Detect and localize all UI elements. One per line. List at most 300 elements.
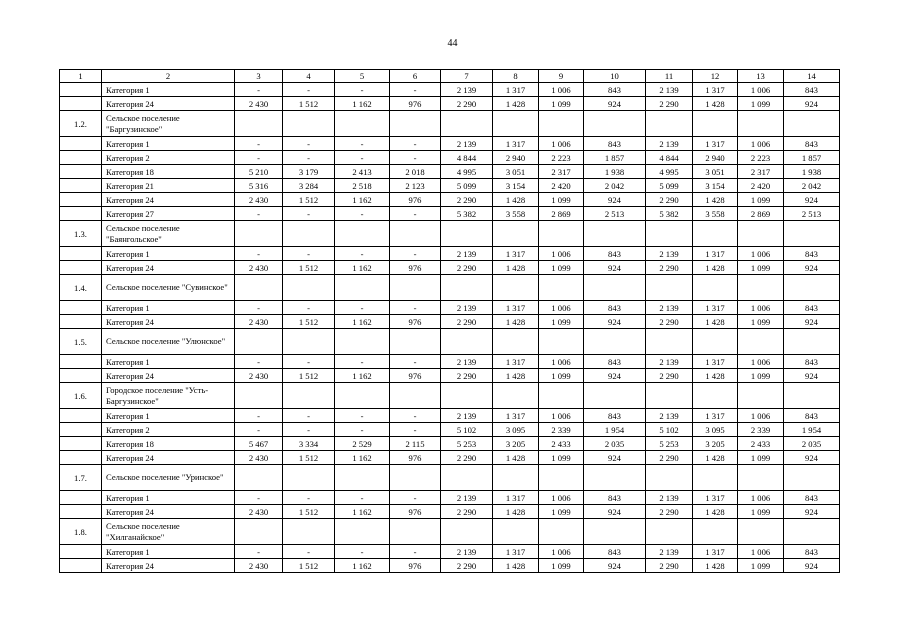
value-cell: 2 430: [235, 369, 283, 383]
value-cell: [539, 221, 584, 247]
table-row: [60, 559, 840, 573]
value-cell: -: [235, 355, 283, 369]
row-number: 1.5.: [60, 329, 102, 355]
value-cell: 924: [784, 559, 840, 573]
value-cell: [235, 111, 283, 137]
value-cell: 1 099: [738, 315, 784, 329]
row-number: [60, 545, 102, 559]
value-cell: [539, 465, 584, 491]
value-cell: 1 099: [539, 261, 584, 275]
row-number: [60, 355, 102, 369]
value-cell: -: [335, 247, 390, 261]
value-cell: 1 857: [784, 151, 840, 165]
value-cell: 5 210: [235, 165, 283, 179]
row-name: Категория 24: [102, 97, 235, 111]
value-cell: 2 433: [738, 437, 784, 451]
header-cell: 12: [693, 70, 738, 83]
value-cell: [441, 465, 493, 491]
row-name: Сельское поселение "Улюнское": [102, 329, 235, 355]
value-cell: 1 428: [493, 193, 539, 207]
row-number: [60, 151, 102, 165]
table-row: [60, 165, 840, 179]
value-cell: 1 162: [335, 193, 390, 207]
row-name: Городское поселение "Усть-Баргузинское": [102, 383, 235, 409]
value-cell: 2 513: [784, 207, 840, 221]
table-row: [60, 545, 840, 559]
section-row: [60, 383, 840, 409]
value-cell: [584, 111, 646, 137]
row-name: Категория 1: [102, 409, 235, 423]
value-cell: 2 139: [646, 137, 693, 151]
value-cell: -: [283, 207, 335, 221]
value-cell: 2 940: [493, 151, 539, 165]
value-cell: [390, 329, 441, 355]
value-cell: [493, 111, 539, 137]
row-number: [60, 559, 102, 573]
value-cell: 2 339: [539, 423, 584, 437]
value-cell: -: [335, 137, 390, 151]
value-cell: [646, 275, 693, 301]
row-name: Категория 21: [102, 179, 235, 193]
value-cell: [539, 275, 584, 301]
value-cell: 924: [584, 315, 646, 329]
row-name: Категория 24: [102, 451, 235, 465]
value-cell: -: [390, 247, 441, 261]
table-row: [60, 451, 840, 465]
table-row: [60, 437, 840, 451]
table-row: [60, 301, 840, 315]
value-cell: [390, 465, 441, 491]
value-cell: 2 290: [441, 369, 493, 383]
value-cell: 2 139: [646, 301, 693, 315]
value-cell: 2 042: [584, 179, 646, 193]
row-number: 1.3.: [60, 221, 102, 247]
value-cell: -: [235, 491, 283, 505]
value-cell: [235, 383, 283, 409]
value-cell: 4 995: [646, 165, 693, 179]
value-cell: 2 290: [441, 97, 493, 111]
value-cell: [784, 275, 840, 301]
value-cell: [693, 275, 738, 301]
value-cell: [441, 519, 493, 545]
value-cell: 976: [390, 97, 441, 111]
value-cell: [493, 221, 539, 247]
value-cell: 5 382: [646, 207, 693, 221]
value-cell: 2 290: [441, 559, 493, 573]
value-cell: 2 139: [646, 545, 693, 559]
value-cell: -: [235, 137, 283, 151]
row-name: Категория 1: [102, 137, 235, 151]
value-cell: 2 290: [646, 97, 693, 111]
value-cell: -: [335, 83, 390, 97]
value-cell: 2 430: [235, 505, 283, 519]
value-cell: 3 179: [283, 165, 335, 179]
value-cell: 2 139: [441, 301, 493, 315]
value-cell: 1 099: [738, 369, 784, 383]
value-cell: 3 205: [693, 437, 738, 451]
value-cell: [335, 519, 390, 545]
value-cell: -: [390, 545, 441, 559]
value-cell: [784, 329, 840, 355]
value-cell: [738, 275, 784, 301]
row-number: 1.8.: [60, 519, 102, 545]
value-cell: -: [335, 423, 390, 437]
value-cell: [738, 465, 784, 491]
value-cell: [441, 221, 493, 247]
value-cell: 1 006: [738, 83, 784, 97]
value-cell: 1 317: [693, 247, 738, 261]
value-cell: 2 139: [441, 491, 493, 505]
header-cell: 14: [784, 70, 840, 83]
row-number: [60, 437, 102, 451]
value-cell: [738, 383, 784, 409]
value-cell: [693, 383, 738, 409]
value-cell: [738, 221, 784, 247]
value-cell: -: [335, 151, 390, 165]
value-cell: 1 006: [738, 355, 784, 369]
value-cell: -: [390, 355, 441, 369]
header-cell: 1: [60, 70, 102, 83]
value-cell: [693, 519, 738, 545]
value-cell: 1 317: [693, 545, 738, 559]
value-cell: 1 512: [283, 261, 335, 275]
value-cell: 2 139: [441, 137, 493, 151]
value-cell: -: [390, 301, 441, 315]
header-cell: 4: [283, 70, 335, 83]
value-cell: [335, 111, 390, 137]
value-cell: 2 123: [390, 179, 441, 193]
value-cell: 2 413: [335, 165, 390, 179]
value-cell: 1 162: [335, 315, 390, 329]
value-cell: [335, 221, 390, 247]
value-cell: 1 099: [539, 97, 584, 111]
table-row: [60, 247, 840, 261]
value-cell: 2 430: [235, 261, 283, 275]
value-cell: 1 512: [283, 193, 335, 207]
value-cell: 5 316: [235, 179, 283, 193]
value-cell: 2 290: [646, 369, 693, 383]
value-cell: [584, 465, 646, 491]
header-cell: 11: [646, 70, 693, 83]
value-cell: 3 334: [283, 437, 335, 451]
value-cell: 1 954: [584, 423, 646, 437]
value-cell: [283, 465, 335, 491]
value-cell: 1 317: [693, 409, 738, 423]
value-cell: 2 940: [693, 151, 738, 165]
header-cell: 13: [738, 70, 784, 83]
row-number: [60, 247, 102, 261]
value-cell: 924: [784, 97, 840, 111]
value-cell: 4 844: [441, 151, 493, 165]
value-cell: [584, 275, 646, 301]
value-cell: [283, 383, 335, 409]
row-number: 1.2.: [60, 111, 102, 137]
value-cell: 1 006: [738, 545, 784, 559]
value-cell: 924: [784, 315, 840, 329]
row-name: Категория 24: [102, 505, 235, 519]
value-cell: 2 869: [539, 207, 584, 221]
value-cell: 2 290: [441, 505, 493, 519]
table-body: [60, 70, 840, 573]
section-row: [60, 329, 840, 355]
value-cell: -: [283, 137, 335, 151]
value-cell: 5 099: [646, 179, 693, 193]
value-cell: [493, 275, 539, 301]
value-cell: 2 223: [539, 151, 584, 165]
value-cell: 1 938: [584, 165, 646, 179]
row-number: 1.6.: [60, 383, 102, 409]
value-cell: 1 099: [738, 97, 784, 111]
value-cell: [441, 329, 493, 355]
value-cell: 924: [584, 97, 646, 111]
value-cell: [584, 519, 646, 545]
value-cell: 843: [784, 409, 840, 423]
value-cell: 1 317: [493, 355, 539, 369]
value-cell: 1 162: [335, 261, 390, 275]
table-row: [60, 137, 840, 151]
value-cell: 843: [784, 545, 840, 559]
value-cell: 976: [390, 505, 441, 519]
header-cell: 2: [102, 70, 235, 83]
header-cell: 3: [235, 70, 283, 83]
value-cell: [738, 111, 784, 137]
value-cell: 924: [584, 193, 646, 207]
value-cell: 2 317: [738, 165, 784, 179]
value-cell: 1 099: [539, 369, 584, 383]
value-cell: 1 099: [539, 193, 584, 207]
table-row: [60, 491, 840, 505]
value-cell: 976: [390, 451, 441, 465]
row-number: [60, 179, 102, 193]
value-cell: 1 317: [693, 137, 738, 151]
value-cell: [235, 519, 283, 545]
value-cell: 3 051: [693, 165, 738, 179]
value-cell: 924: [584, 451, 646, 465]
value-cell: [693, 329, 738, 355]
value-cell: 3 558: [693, 207, 738, 221]
value-cell: -: [335, 491, 390, 505]
value-cell: -: [390, 423, 441, 437]
value-cell: [493, 519, 539, 545]
value-cell: 976: [390, 261, 441, 275]
value-cell: 1 512: [283, 369, 335, 383]
value-cell: 1 428: [693, 261, 738, 275]
value-cell: 1 428: [693, 193, 738, 207]
value-cell: 1 006: [539, 137, 584, 151]
value-cell: 1 006: [738, 491, 784, 505]
value-cell: 2 139: [441, 83, 493, 97]
value-cell: -: [235, 83, 283, 97]
value-cell: -: [235, 545, 283, 559]
value-cell: 5 102: [646, 423, 693, 437]
value-cell: 5 099: [441, 179, 493, 193]
value-cell: [390, 275, 441, 301]
value-cell: 1 162: [335, 505, 390, 519]
value-cell: 2 290: [441, 315, 493, 329]
value-cell: [693, 111, 738, 137]
value-cell: [441, 383, 493, 409]
value-cell: 2 139: [646, 409, 693, 423]
row-number: [60, 451, 102, 465]
value-cell: [493, 329, 539, 355]
value-cell: 1 006: [539, 491, 584, 505]
value-cell: 2 518: [335, 179, 390, 193]
value-cell: [738, 329, 784, 355]
value-cell: -: [283, 423, 335, 437]
value-cell: 2 290: [646, 559, 693, 573]
value-cell: 1 317: [493, 247, 539, 261]
value-cell: [784, 221, 840, 247]
value-cell: 924: [784, 261, 840, 275]
value-cell: 1 099: [738, 261, 784, 275]
value-cell: 1 428: [493, 261, 539, 275]
header-row: [60, 70, 840, 83]
value-cell: 843: [784, 491, 840, 505]
value-cell: 1 006: [539, 83, 584, 97]
row-number: [60, 491, 102, 505]
table-row: [60, 151, 840, 165]
table-row: [60, 207, 840, 221]
value-cell: 843: [584, 83, 646, 97]
row-name: Категория 18: [102, 437, 235, 451]
row-number: [60, 207, 102, 221]
value-cell: [646, 111, 693, 137]
value-cell: -: [390, 409, 441, 423]
value-cell: 1 006: [539, 301, 584, 315]
value-cell: 3 284: [283, 179, 335, 193]
value-cell: [235, 221, 283, 247]
row-name: Категория 1: [102, 545, 235, 559]
row-number: [60, 369, 102, 383]
value-cell: 1 006: [738, 301, 784, 315]
row-name: Категория 1: [102, 301, 235, 315]
value-cell: 1 006: [539, 545, 584, 559]
table-row: [60, 505, 840, 519]
tariff-table: [59, 69, 840, 573]
value-cell: 843: [584, 137, 646, 151]
value-cell: 2 317: [539, 165, 584, 179]
value-cell: 2 139: [646, 247, 693, 261]
value-cell: -: [335, 207, 390, 221]
value-cell: -: [283, 491, 335, 505]
value-cell: [646, 329, 693, 355]
value-cell: -: [335, 301, 390, 315]
value-cell: 1 428: [493, 369, 539, 383]
value-cell: 1 099: [738, 451, 784, 465]
value-cell: 2 223: [738, 151, 784, 165]
value-cell: 1 099: [738, 193, 784, 207]
value-cell: [784, 465, 840, 491]
value-cell: 1 428: [493, 315, 539, 329]
value-cell: 1 428: [493, 451, 539, 465]
row-name: Категория 24: [102, 193, 235, 207]
value-cell: 2 290: [646, 193, 693, 207]
value-cell: 924: [584, 261, 646, 275]
value-cell: [493, 383, 539, 409]
value-cell: 1 317: [693, 83, 738, 97]
value-cell: 5 102: [441, 423, 493, 437]
row-name: Категория 24: [102, 559, 235, 573]
value-cell: 2 115: [390, 437, 441, 451]
value-cell: 2 430: [235, 559, 283, 573]
value-cell: [693, 465, 738, 491]
value-cell: 2 139: [646, 83, 693, 97]
value-cell: 1 006: [539, 355, 584, 369]
value-cell: 3 154: [693, 179, 738, 193]
value-cell: [390, 111, 441, 137]
value-cell: 2 018: [390, 165, 441, 179]
row-number: [60, 423, 102, 437]
value-cell: 2 139: [441, 409, 493, 423]
value-cell: 843: [584, 247, 646, 261]
value-cell: 1 006: [738, 137, 784, 151]
value-cell: [390, 221, 441, 247]
value-cell: -: [283, 355, 335, 369]
value-cell: 2 139: [646, 355, 693, 369]
value-cell: [784, 111, 840, 137]
value-cell: 1 428: [693, 505, 738, 519]
value-cell: -: [283, 545, 335, 559]
value-cell: 1 162: [335, 559, 390, 573]
value-cell: -: [235, 207, 283, 221]
value-cell: 3 095: [693, 423, 738, 437]
value-cell: -: [235, 151, 283, 165]
row-name: Категория 27: [102, 207, 235, 221]
row-number: [60, 97, 102, 111]
value-cell: 1 162: [335, 97, 390, 111]
table-row: [60, 369, 840, 383]
value-cell: 5 253: [441, 437, 493, 451]
value-cell: 1 428: [693, 97, 738, 111]
value-cell: [738, 519, 784, 545]
section-row: [60, 221, 840, 247]
table-row: [60, 315, 840, 329]
row-name: Сельское поселение "Хилганайское": [102, 519, 235, 545]
value-cell: 2 869: [738, 207, 784, 221]
value-cell: 2 420: [738, 179, 784, 193]
value-cell: 924: [584, 369, 646, 383]
value-cell: 1 317: [493, 137, 539, 151]
value-cell: 924: [784, 369, 840, 383]
value-cell: 1 938: [784, 165, 840, 179]
table-row: [60, 261, 840, 275]
value-cell: -: [283, 301, 335, 315]
value-cell: 2 290: [646, 315, 693, 329]
value-cell: 2 290: [646, 261, 693, 275]
row-name: Категория 1: [102, 247, 235, 261]
value-cell: -: [235, 423, 283, 437]
value-cell: 1 428: [693, 315, 738, 329]
row-name: Категория 1: [102, 83, 235, 97]
row-name: Категория 18: [102, 165, 235, 179]
value-cell: 1 512: [283, 505, 335, 519]
value-cell: [283, 519, 335, 545]
value-cell: 2 339: [738, 423, 784, 437]
value-cell: 1 857: [584, 151, 646, 165]
value-cell: 1 099: [539, 505, 584, 519]
value-cell: 2 430: [235, 451, 283, 465]
row-number: [60, 137, 102, 151]
value-cell: [235, 465, 283, 491]
value-cell: 1 099: [539, 451, 584, 465]
value-cell: 1 006: [738, 409, 784, 423]
value-cell: [493, 465, 539, 491]
page-number: 44: [447, 38, 458, 49]
table-row: [60, 423, 840, 437]
value-cell: [784, 383, 840, 409]
value-cell: [646, 465, 693, 491]
row-number: [60, 301, 102, 315]
